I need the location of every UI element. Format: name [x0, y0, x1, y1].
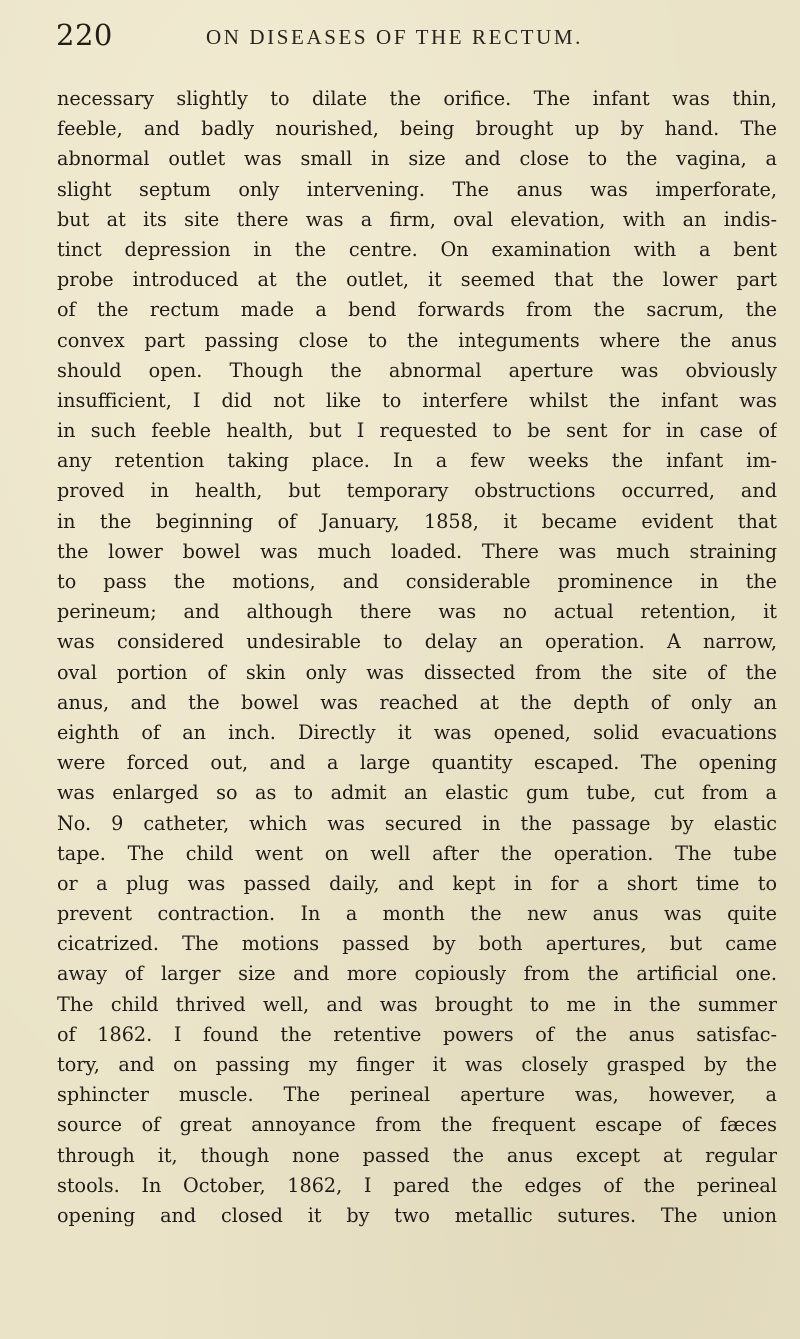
- text-line: opening and closed it by two metallic sutures. The union: [57, 1203, 777, 1227]
- body-text: [57, 84, 777, 1231]
- text-line: stools. In October, 1862, I pared the edges of the perineal: [57, 1173, 777, 1197]
- text-line: The child thrived well, and was brought to me in the summer: [57, 992, 777, 1016]
- text-line: convex part passing close to the integuments where the anus: [57, 328, 777, 352]
- text-line: any retention taking place. In a few weeks the infant im-: [57, 449, 777, 473]
- text-line: was considered undesirable to delay an operation. A narrow,: [57, 630, 777, 654]
- text-line: was enlarged so as to admit an elastic gum tube, cut from a: [57, 781, 777, 805]
- page-number: 220: [56, 18, 113, 52]
- text-line: source of great annoyance from the frequent escape of fæces: [57, 1113, 777, 1137]
- text-line: sphincter muscle. The perineal aperture was, however, a: [57, 1083, 777, 1107]
- text-line: away of larger size and more copiously from the artificial one.: [57, 962, 777, 986]
- running-head: [56, 18, 776, 58]
- text-line: of the rectum made a bend forwards from the sacrum, the: [57, 298, 777, 322]
- text-line: but at its site there was a firm, oval elevation, with an indis-: [57, 207, 777, 231]
- text-line: were forced out, and a large quantity escaped. The opening: [57, 751, 777, 775]
- text-line: to pass the motions, and considerable prominence in the: [57, 570, 777, 593]
- text-line: necessary slightly to dilate the orifice. The infant was thin,: [57, 87, 777, 110]
- text-line: the lower bowel was much loaded. There was much straining: [57, 539, 777, 563]
- running-title: ON DISEASES OF THE RECTUM.: [206, 25, 583, 49]
- text-line: No. 9 catheter, which was secured in the passage by elastic: [57, 811, 777, 835]
- text-line: should open. Though the abnormal aperture was obviously: [57, 358, 777, 382]
- text-line: tory, and on passing my finger it was closely grasped by the: [57, 1053, 777, 1076]
- text-line: oval portion of skin only was dissected from the site of the: [57, 660, 777, 684]
- text-line: insufficient, I did not like to interfere whilst the infant was: [57, 388, 777, 412]
- text-line: eighth of an inch. Directly it was opened, solid evacuations: [57, 720, 777, 744]
- text-line: tinct depression in the centre. On examination with a bent: [57, 237, 777, 261]
- text-line: tape. The child went on well after the operation. The tube: [57, 841, 777, 865]
- text-line: feeble, and badly nourished, being brought up by hand. The: [57, 117, 777, 141]
- text-line: slight septum only intervening. The anus was imperforate,: [57, 177, 777, 201]
- text-line: proved in health, but temporary obstructions occurred, and: [57, 479, 777, 503]
- text-line: of 1862. I found the retentive powers of the anus satisfac-: [57, 1022, 777, 1046]
- text-line: cicatrized. The motions passed by both apertures, but came: [57, 932, 777, 956]
- text-line: in the beginning of January, 1858, it became evident that: [57, 509, 777, 533]
- text-line: probe introduced at the outlet, it seemed that the lower part: [57, 268, 777, 292]
- text-line: prevent contraction. In a month the new anus was quite: [57, 902, 777, 926]
- text-line: anus, and the bowel was reached at the depth of only an: [57, 690, 777, 714]
- text-line: through it, though none passed the anus except at regular: [57, 1143, 777, 1167]
- text-line: or a plug was passed daily, and kept in for a short time to: [57, 871, 777, 895]
- text-line: perineum; and although there was no actual retention, it: [57, 600, 777, 624]
- text-line: in such feeble health, but I requested to be sent for in case of: [57, 419, 777, 443]
- text-line: abnormal outlet was small in size and close to the vagina, a: [57, 147, 777, 171]
